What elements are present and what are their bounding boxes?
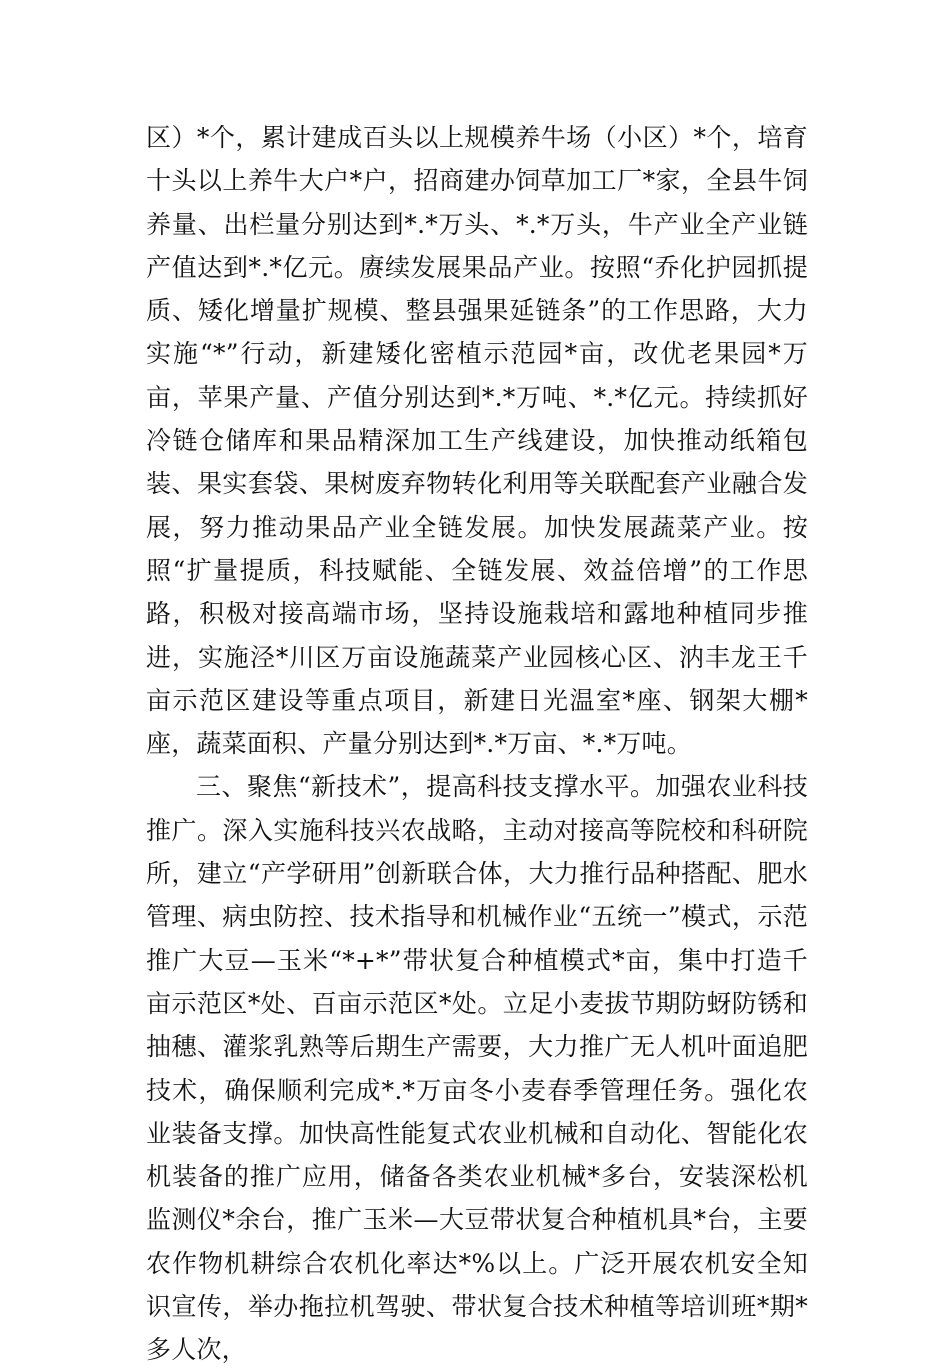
- paragraph-new-technology: 三、聚焦“新技术”，提高科技支撑水平。加强农业科技推广。深入实施科技兴农战略，主动对接高等院校和科研院所，建立“产学研用”创新联合体，大力推行品种搭配、肥水管理、病虫防控、技术指导和机械作业“五统一”模式，示范推广大豆—玉米“*+*”带状复合种植模式*亩，集中打造千亩示范区*处、百亩示范区*处。立足小麦拔节期防蚜防锈和抽穗、灌浆乳熟等后期生产需要，大力推广无人机叶面追肥技术，确保顺利完成*.*万亩冬小麦春季管理任务。强化农业装备支撑。加快高性能复式农业机械和自动化、智能化农机装备的推广应用，储备各类农业机械*多台，安装深松机监测仪*余台，推广玉米—大豆带状复合种植机具*台，主要农作物机耕综合农机化率达*%以上。广泛开展农机安全知识宣传，举办拖拉机驾驶、带状复合技术种植等培训班*期*多人次，: [146, 772, 808, 1365]
- body-text: [146, 116, 808, 1372]
- paragraph-livestock-fruit-vegetable: 区）*个，累计建成百头以上规模养牛场（小区）*个，培育十头以上养牛大户*户，招商建办饲草加工厂*家，全县牛饲养量、出栏量分别达到*.*万头、*.*万头，牛产业全产业链产值达到*.*亿元。赓续发展果品产业。按照“乔化护园抓提质、矮化增量扩规模、整县强果延链条”的工作思路，大力实施“*”行动，新建矮化密植示范园*亩，改优老果园*万亩，苹果产量、产值分别达到*.*万吨、*.*亿元。持续抓好冷链仓储库和果品精深加工生产线建设，加快推动纸箱包装、果实套袋、果树废弃物转化利用等关联配套产业融合发展，努力推动果品产业全链发展。加快发展蔬菜产业。按照“扩量提质，科技赋能、全链发展、效益倍增”的工作思路，积极对接高端市场，坚持设施栽培和露地种植同步推进，实施泾*川区万亩设施蔬菜产业园核心区、汭丰龙王千亩示范区建设等重点项目，新建日光温室*座、钢架大棚*座，蔬菜面积、产量分别达到*.*万亩、*.*万吨。: [146, 123, 808, 759]
